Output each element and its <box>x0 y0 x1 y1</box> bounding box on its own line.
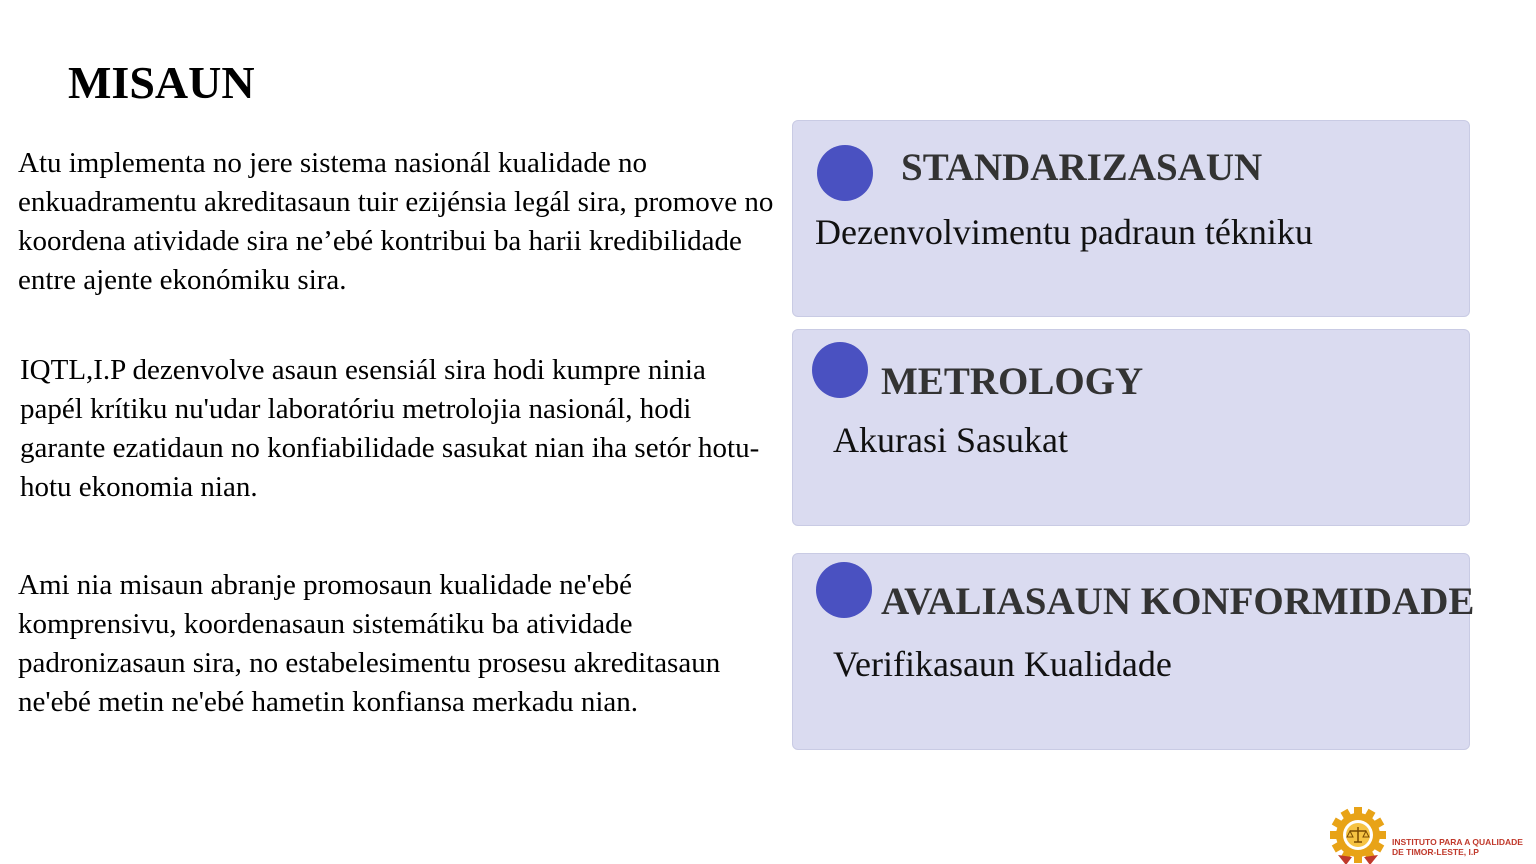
bullet-circle-icon <box>816 562 872 618</box>
mission-paragraph-2: IQTL,I.P dezenvolve asaun esensiál sira hodi kumpre ninia papél krítiku nu'udar laboratóriu metrolojia nasionál, hodi garante ezatidaun no konfiabilidade sasukat nian iha setór hotu-hotu ekonomia nian. <box>20 354 760 503</box>
page-title: MISAUN <box>68 57 255 108</box>
bullet-circle-icon <box>817 145 873 201</box>
institute-logo <box>1326 804 1536 864</box>
logo-text-line-2: DE TIMOR-LESTE, I.P <box>1392 847 1479 857</box>
card-conformity-assessment <box>792 553 1475 750</box>
card-standardization <box>792 120 1470 317</box>
logo-text-line-1: INSTITUTO PARA A QUALIDADE <box>1392 837 1523 847</box>
card-subtitle: Dezenvolvimentu padraun tékniku <box>815 212 1313 252</box>
card-title: STANDARIZASAUN <box>901 146 1263 189</box>
card-title: METROLOGY <box>881 360 1144 403</box>
card-subtitle: Akurasi Sasukat <box>833 420 1068 460</box>
mission-paragraph-1: Atu implementa no jere sistema nasionál kualidade no enkuadramentu akreditasaun tuir ezijénsia legál sira, promove no koordena atividade sira ne’ebé kontribui ba harii kredibilidade entre ajente ekonómiku sira. <box>18 147 774 296</box>
card-title: AVALIASAUN KONFORMIDADE <box>881 580 1475 623</box>
bullet-circle-icon <box>812 342 868 398</box>
card-metrology <box>792 329 1470 526</box>
mission-paragraph-3: Ami nia misaun abranje promosaun kualidade ne'ebé komprensivu, koordenasaun sistemátiku ba atividade padronizasaun sira, no estabelesimentu prosesu akreditasaun ne'ebé metin ne'ebé hametin konfiansa merkadu nian. <box>18 569 721 718</box>
logo-text <box>1392 837 1523 857</box>
gear-scales-logo-icon <box>1326 804 1390 864</box>
card-subtitle: Verifikasaun Kualidade <box>833 644 1172 684</box>
